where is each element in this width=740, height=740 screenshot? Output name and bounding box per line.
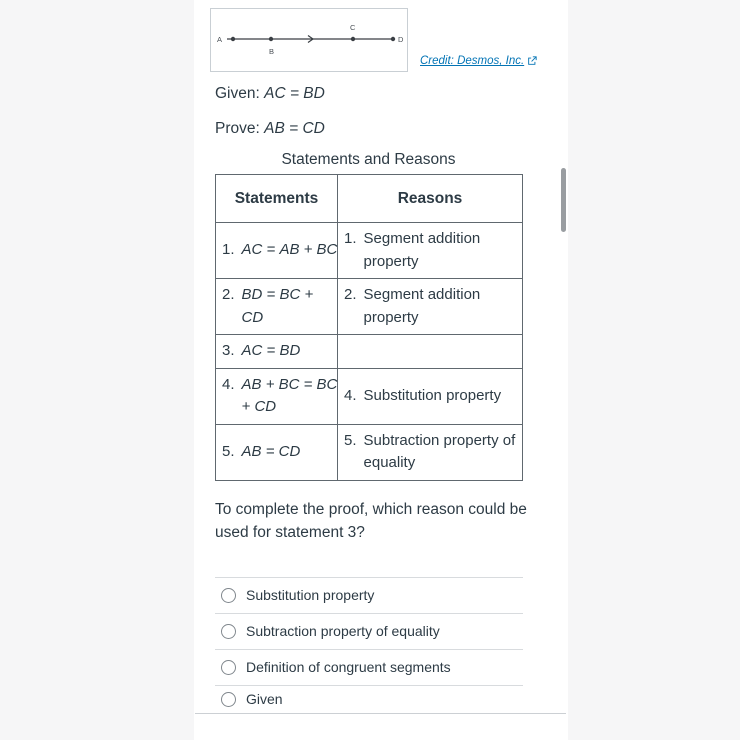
prove-statement	[215, 119, 568, 138]
reason-cell	[338, 424, 523, 480]
answer-option-label: Definition of congruent segments	[246, 659, 451, 675]
reason-number: 5.	[344, 431, 357, 449]
statement-text: AB + BC = BC + CD	[241, 375, 338, 415]
given-statement	[215, 84, 568, 103]
statement-number: 4.	[222, 375, 235, 393]
reason-cell-empty	[338, 335, 523, 369]
reason-number: 2.	[344, 286, 357, 303]
given-math: AC = BD	[264, 85, 325, 102]
figure-credit	[420, 55, 537, 67]
table-row	[216, 335, 523, 369]
point-a-label: A	[217, 35, 223, 44]
prove-label: Prove:	[215, 120, 265, 137]
statement-number: 2.	[222, 286, 235, 303]
reason-number: 4.	[344, 386, 357, 404]
answer-options	[215, 577, 523, 713]
radio-button[interactable]	[221, 588, 236, 603]
credit-link[interactable]	[420, 55, 537, 67]
statement-text: BD = BC + CD	[241, 286, 314, 326]
answer-option-label: Subtraction property of equality	[246, 623, 440, 639]
point-c-label: C	[350, 23, 356, 32]
reason-cell	[338, 368, 523, 424]
answer-option[interactable]	[215, 614, 523, 650]
reason-number: 1.	[344, 230, 357, 247]
radio-button[interactable]	[221, 624, 236, 639]
table-caption: Statements and Reasons	[281, 151, 456, 168]
reasons-column-header: Reasons	[338, 175, 523, 223]
point-b-label: B	[269, 47, 275, 56]
statement-cell	[216, 223, 338, 279]
point-c-dot	[351, 37, 355, 41]
point-d-dot	[391, 37, 395, 41]
reason-cell	[338, 279, 523, 335]
table-row	[216, 368, 523, 424]
statement-cell	[216, 368, 338, 424]
statements-column-header: Statements	[216, 175, 338, 223]
table-header-row	[216, 175, 523, 223]
statement-number: 1.	[222, 241, 235, 259]
point-a-dot	[231, 37, 235, 41]
radio-button[interactable]	[221, 692, 236, 707]
statement-number: 3.	[222, 342, 235, 359]
external-link-icon	[527, 56, 537, 66]
point-b-dot	[269, 37, 273, 41]
statement-cell	[216, 335, 338, 369]
statement-text: AC = BD	[241, 342, 301, 359]
reason-text: Segment addition property	[363, 230, 481, 270]
answer-option[interactable]	[215, 578, 523, 614]
credit-link-label: Credit: Desmos, Inc.	[420, 55, 525, 67]
content-panel	[194, 0, 568, 740]
proof-table	[215, 174, 523, 481]
table-row	[216, 279, 523, 335]
given-label: Given:	[215, 85, 265, 102]
geometry-diagram	[210, 8, 408, 72]
point-d-label: D	[398, 35, 404, 44]
prove-math: AB = CD	[264, 120, 325, 137]
section-divider	[195, 713, 566, 714]
answer-option-label: Substitution property	[246, 587, 375, 603]
statement-cell	[216, 279, 338, 335]
answer-option[interactable]	[215, 686, 523, 713]
reason-text: Substitution property	[363, 386, 502, 404]
statement-text: AB = CD	[241, 442, 301, 460]
answer-option[interactable]	[215, 650, 523, 686]
scrollbar-thumb[interactable]	[561, 168, 566, 232]
question-text: To complete the proof, which reason could be used for statement 3?	[215, 500, 527, 541]
reason-text: Subtraction property of equality	[363, 431, 516, 471]
reason-cell	[338, 223, 523, 279]
radio-button[interactable]	[221, 660, 236, 675]
statement-cell	[216, 424, 338, 480]
statement-number: 5.	[222, 442, 235, 460]
answer-option-label: Given	[246, 691, 283, 707]
table-row	[216, 223, 523, 279]
segment-diagram-svg	[211, 9, 407, 71]
figure-row	[210, 8, 568, 72]
reason-text: Segment addition property	[363, 286, 481, 326]
table-row	[216, 424, 523, 480]
statement-text: AC = AB + BC	[241, 241, 338, 259]
